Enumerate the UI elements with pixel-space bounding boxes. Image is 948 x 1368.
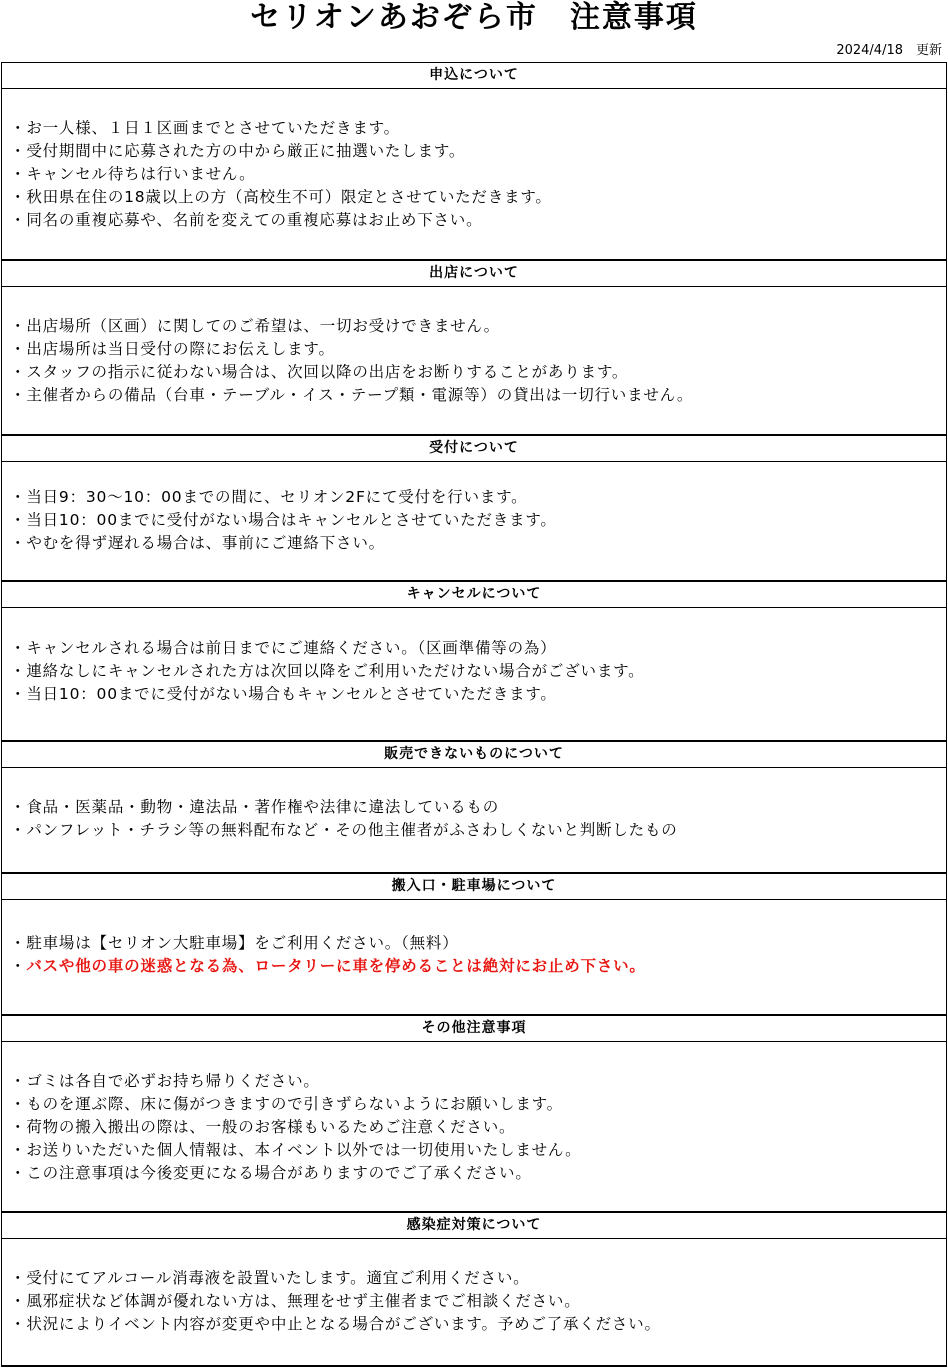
- item-list: [10, 796, 678, 842]
- section-heading: 販売できないものについて: [2, 742, 946, 768]
- list-item: ・ゴミは各自で必ずお持ち帰りください。: [10, 1072, 320, 1090]
- section-parking: [2, 874, 946, 1016]
- list-item: ・当日10：00までに受付がない場合はキャンセルとさせていただきます。: [10, 511, 557, 529]
- list-item: ・この注意事項は今後変更になる場合がありますのでご了承ください。: [10, 1164, 532, 1182]
- item-list: [10, 637, 644, 706]
- list-item: ・パンフレット・チラシ等の無料配布など・その他主催者がふさわしくないと判断したもの: [10, 821, 678, 839]
- section-body: [2, 1042, 946, 1213]
- list-item: ・秋田県在住の18歳以上の方（高校生不可）限定とさせていただきます。: [10, 188, 552, 206]
- section-application: [2, 63, 946, 261]
- section-cancel: [2, 582, 946, 742]
- list-item: ・お一人様、１日１区画までとさせていただきます。: [10, 119, 400, 137]
- section-reception: [2, 436, 946, 582]
- list-item: ・風邪症状など体調が優れない方は、無理をせず主催者までご相談ください。: [10, 1292, 581, 1310]
- list-item: ・やむを得ず遅れる場合は、事前にご連絡下さい。: [10, 534, 385, 552]
- section-infection-control: [2, 1213, 946, 1367]
- list-item: ・受付にてアルコール消毒液を設置いたします。適宜ご利用ください。: [10, 1269, 530, 1287]
- section-body: [2, 287, 946, 436]
- section-body: [2, 89, 946, 261]
- section-heading: 感染症対策について: [2, 1213, 946, 1239]
- list-item: ・スタッフの指示に従わない場合は、次回以降の出店をお断りすることがあります。: [10, 363, 629, 381]
- list-item: ・ものを運ぶ際、床に傷がつきますので引きずらないようにお願いします。: [10, 1095, 563, 1113]
- page-title: セリオンあおぞら市 注意事項: [250, 0, 698, 35]
- warning-item: ・バスや他の車の迷惑となる為、ロータリーに車を停めることは絶対にお止め下さい。: [10, 957, 646, 975]
- section-body: [2, 900, 946, 1016]
- item-list: [10, 117, 552, 232]
- section-heading: 搬入口・駐車場について: [2, 874, 946, 900]
- section-heading: 申込について: [2, 63, 946, 89]
- list-item: ・荷物の搬入搬出の際は、一般のお客様もいるためご注意ください。: [10, 1118, 516, 1136]
- list-item: ・状況によりイベント内容が変更や中止となる場合がございます。予めご了承ください。: [10, 1315, 661, 1333]
- section-body: [2, 1239, 946, 1367]
- notice-table: [1, 62, 947, 1367]
- section-heading: その他注意事項: [2, 1016, 946, 1042]
- item-list: [10, 315, 693, 407]
- list-item: ・当日9：30～10：00までの間に、セリオン2Fにて受付を行います。: [10, 488, 528, 506]
- list-item: ・キャンセル待ちは行いません。: [10, 165, 256, 183]
- item-list: [10, 1267, 661, 1336]
- list-item: ・出店場所は当日受付の際にお伝えします。: [10, 340, 335, 358]
- item-list: [10, 1070, 581, 1185]
- section-heading: 出店について: [2, 261, 946, 287]
- list-item: ・主催者からの備品（台車・テーブル・イス・テープ類・電源等）の貸出は一切行いません。: [10, 386, 694, 404]
- section-body: [2, 608, 946, 742]
- list-item: ・受付期間中に応募された方の中から厳正に抽選いたします。: [10, 142, 466, 160]
- section-other-notes: [2, 1016, 946, 1213]
- section-shop: [2, 261, 946, 436]
- list-item: ・同名の重複応募や、名前を変えての重複応募はお止め下さい。: [10, 211, 483, 229]
- item-list: [10, 932, 646, 978]
- list-item: ・連絡なしにキャンセルされた方は次回以降をご利用いただけない場合がございます。: [10, 662, 645, 680]
- list-item: ・お送りいただいた個人情報は、本イベント以外では一切使用いたしません。: [10, 1141, 582, 1159]
- section-body: [2, 768, 946, 874]
- item-list: [10, 486, 557, 555]
- list-item: ・食品・医薬品・動物・違法品・著作権や法律に違法しているもの: [10, 798, 500, 816]
- section-heading: 受付について: [2, 436, 946, 462]
- section-heading: キャンセルについて: [2, 582, 946, 608]
- list-item: ・当日10：00までに受付がない場合もキャンセルとさせていただきます。: [10, 685, 557, 703]
- list-item: ・駐車場は【セリオン大駐車場】をご利用ください。（無料）: [10, 934, 459, 952]
- section-body: [2, 462, 946, 582]
- list-item: ・キャンセルされる場合は前日までにご連絡ください。（区画準備等の為）: [10, 639, 557, 657]
- list-item: ・出店場所（区画）に関してのご希望は、一切お受けできません。: [10, 317, 500, 335]
- updated-date: 2024/4/18 更新: [836, 43, 942, 58]
- section-prohibited-items: [2, 742, 946, 874]
